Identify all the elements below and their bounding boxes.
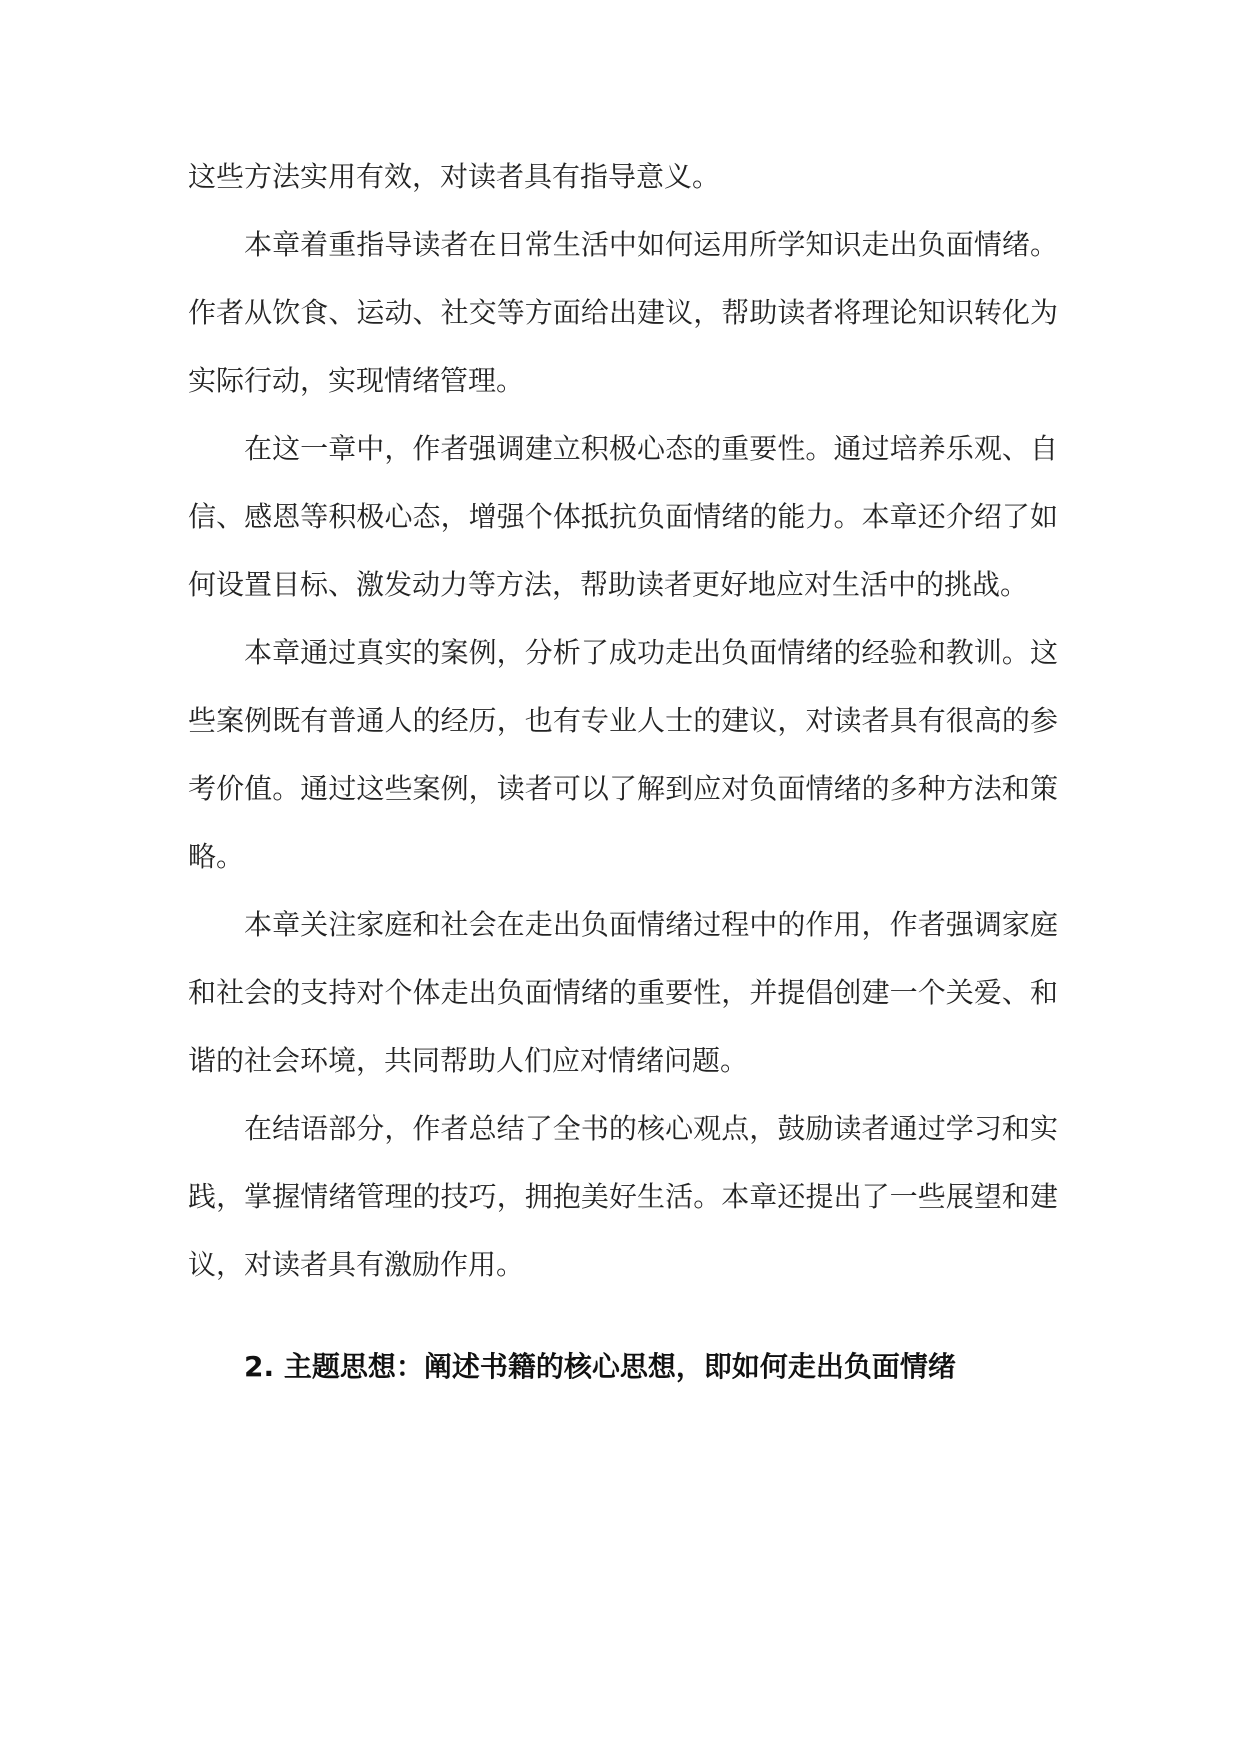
paragraph-case-studies: 本章通过真实的案例，分析了成功走出负面情绪的经验和教训。这些案例既有普通人的经历，也有专业人士的建议，对读者具有很高的参考价值。通过这些案例，读者可以了解到应对负面情绪的多种方法和策略。: [188, 636, 1058, 873]
paragraph-positive-mindset: 在这一章中，作者强调建立积极心态的重要性。通过培养乐观、自信、感恩等积极心态，增强个体抵抗负面情绪的能力。本章还介绍了如何设置目标、激发动力等方法，帮助读者更好地应对生活中的挑战。: [188, 432, 1058, 601]
paragraph-daily-life: 本章着重指导读者在日常生活中如何运用所学知识走出负面情绪。作者从饮食、运动、社交等方面给出建议，帮助读者将理论知识转化为实际行动，实现情绪管理。: [188, 228, 1058, 397]
document-body: [188, 143, 1058, 1401]
section-heading: 2. 主题思想：阐述书籍的核心思想，即如何走出负面情绪: [244, 1350, 956, 1383]
paragraph-continuation: 这些方法实用有效，对读者具有指导意义。: [188, 160, 721, 193]
paragraph-family-society: 本章关注家庭和社会在走出负面情绪过程中的作用，作者强调家庭和社会的支持对个体走出负面情绪的重要性，并提倡创建一个关爱、和谐的社会环境，共同帮助人们应对情绪问题。: [188, 908, 1058, 1077]
paragraph-conclusion: 在结语部分，作者总结了全书的核心观点，鼓励读者通过学习和实践，掌握情绪管理的技巧，拥抱美好生活。本章还提出了一些展望和建议，对读者具有激励作用。: [188, 1112, 1058, 1281]
